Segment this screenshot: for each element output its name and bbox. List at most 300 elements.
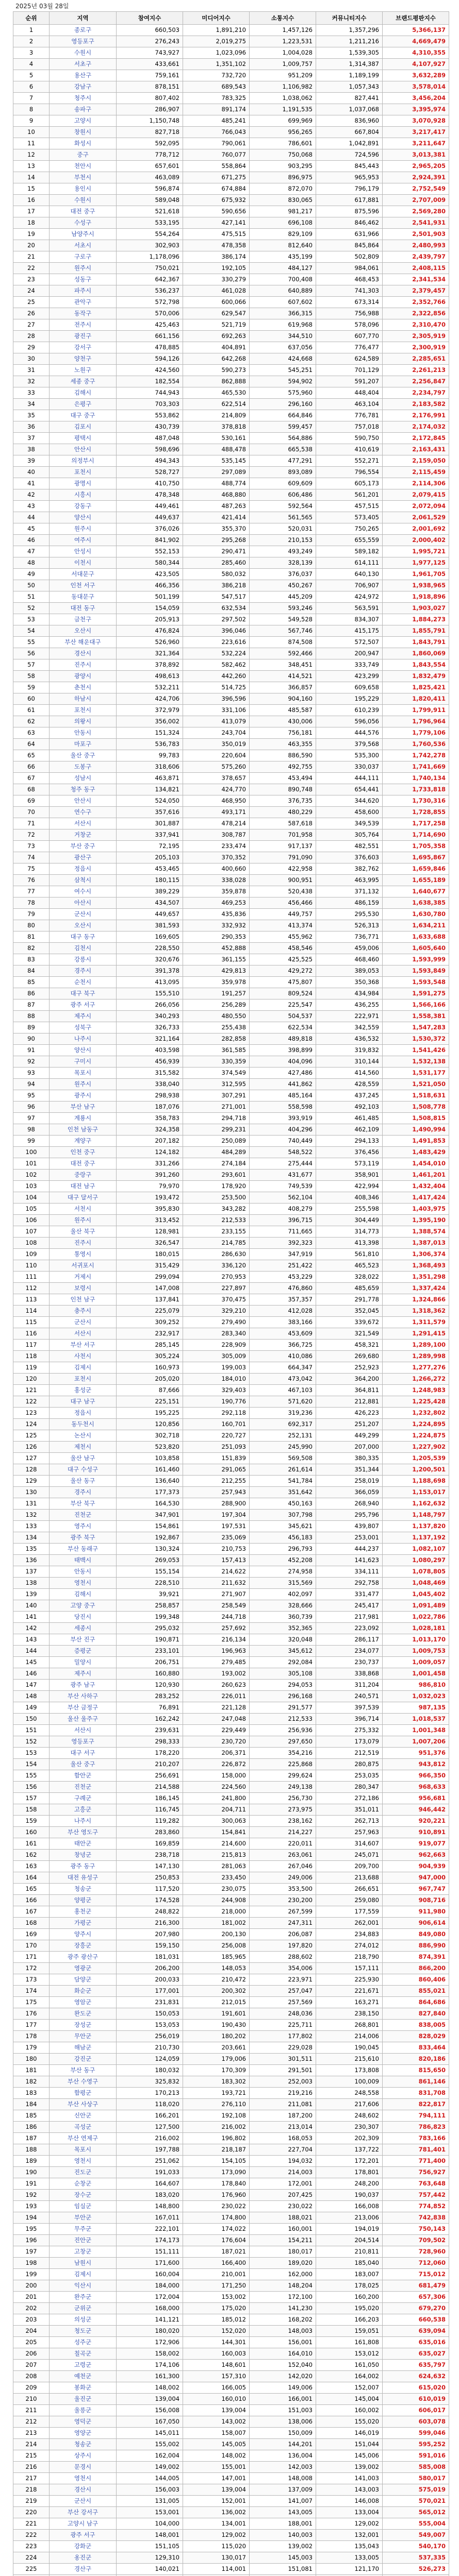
table-row	[13, 739, 449, 750]
cell-brand-index: 908,716	[383, 1895, 449, 1906]
cell-region: 동두천시	[50, 1419, 117, 1430]
cell-rank: 109	[13, 1249, 50, 1260]
cell-rank: 214	[13, 2439, 50, 2450]
cell-rank: 12	[13, 149, 50, 161]
cell-participation: 286,907	[117, 104, 183, 115]
cell-rank: 161	[13, 1838, 50, 1850]
cell-communication: 197,820	[250, 1940, 316, 1952]
cell-communication: 164,010	[250, 2348, 316, 2360]
cell-communication: 148,003	[250, 2326, 316, 2337]
cell-community: 213,688	[316, 1872, 383, 1884]
cell-region: 광진구	[50, 331, 117, 342]
cell-participation: 205,020	[117, 1374, 183, 1385]
cell-region: 이천시	[50, 557, 117, 569]
cell-region: 영천시	[50, 2473, 117, 2484]
cell-communication: 749,539	[250, 1181, 316, 1192]
cell-participation: 76,891	[117, 1702, 183, 1714]
cell-media: 461,028	[183, 285, 250, 297]
cell-region: 광주 광산구	[50, 1952, 117, 1963]
cell-community: 245,417	[316, 1600, 383, 1612]
cell-community: 444,237	[316, 1544, 383, 1555]
table-row	[13, 217, 449, 229]
table-row	[13, 1793, 449, 1804]
cell-communication: 154,211	[250, 2235, 316, 2246]
cell-media: 211,632	[183, 1578, 250, 1589]
table-row	[13, 1918, 449, 1929]
table-row	[13, 2326, 449, 2337]
table-row	[13, 1192, 449, 1204]
cell-region: 인천 남구	[50, 1294, 117, 1306]
cell-region: 양천구	[50, 353, 117, 365]
cell-region: 연수구	[50, 807, 117, 818]
cell-communication: 168,202	[250, 2314, 316, 2326]
cell-communication: 149,006	[250, 2382, 316, 2394]
cell-community: 436,532	[316, 1033, 383, 1045]
cell-region: 안산시	[50, 444, 117, 455]
cell-rank: 134	[13, 1532, 50, 1544]
cell-community: 397,539	[316, 1702, 383, 1714]
table-row	[13, 1442, 449, 1453]
cell-region: 강화군	[50, 2541, 117, 2552]
cell-communication: 458,546	[250, 943, 316, 954]
cell-media: 258,549	[183, 1600, 250, 1612]
cell-region: 여수시	[50, 886, 117, 897]
cell-region: 울산 북구	[50, 1226, 117, 1238]
cell-region: 부산 중구	[50, 841, 117, 852]
cell-rank: 130	[13, 1487, 50, 1498]
cell-communication: 156,001	[250, 2337, 316, 2348]
cell-media: 485,241	[183, 115, 250, 127]
cell-media: 286,630	[183, 1249, 250, 1260]
cell-rank: 102	[13, 1170, 50, 1181]
cell-rank: 123	[13, 1408, 50, 1419]
table-row	[13, 1770, 449, 1782]
cell-media: 370,475	[183, 1294, 250, 1306]
cell-participation: 554,264	[117, 229, 183, 240]
cell-region: 부산 금정구	[50, 1702, 117, 1714]
cell-media: 582,462	[183, 659, 250, 671]
cell-rank: 69	[13, 795, 50, 807]
cell-community: 414,560	[316, 1067, 383, 1079]
cell-region: 무주군	[50, 2224, 117, 2235]
cell-rank: 64	[13, 739, 50, 750]
cell-region: 군산시	[50, 1317, 117, 1328]
cell-rank: 179	[13, 2042, 50, 2054]
cell-media: 535,145	[183, 455, 250, 467]
cell-communication: 252,003	[250, 2076, 316, 2088]
cell-participation: 536,783	[117, 739, 183, 750]
cell-communication: 138,006	[250, 2416, 316, 2428]
table-row	[13, 2099, 449, 2110]
cell-media: 329,403	[183, 1385, 250, 1396]
cell-brand-index: 910,891	[383, 1827, 449, 1838]
cell-media: 307,291	[183, 1090, 250, 1101]
table-row	[13, 59, 449, 70]
cell-communication: 571,620	[250, 1396, 316, 1408]
cell-community: 210,811	[316, 2246, 383, 2258]
table-row	[13, 2190, 449, 2201]
cell-media: 338,028	[183, 875, 250, 886]
cell-communication: 549,528	[250, 614, 316, 625]
cell-rank: 140	[13, 1600, 50, 1612]
table-row	[13, 2416, 449, 2428]
cell-rank: 68	[13, 784, 50, 795]
cell-community: 449,299	[316, 1430, 383, 1442]
cell-brand-index: 1,048,469	[383, 1578, 449, 1589]
table-row	[13, 2484, 449, 2496]
cell-media: 452,888	[183, 943, 250, 954]
table-row	[13, 512, 449, 523]
cell-participation: 206,200	[117, 1963, 183, 1974]
cell-communication: 664,846	[250, 410, 316, 421]
cell-brand-index: 2,480,993	[383, 240, 449, 251]
cell-rank: 26	[13, 308, 50, 319]
cell-community: 183,007	[316, 2269, 383, 2280]
cell-communication: 177,802	[250, 2031, 316, 2042]
cell-communication: 148,204	[250, 2280, 316, 2292]
cell-communication: 220,011	[250, 1838, 316, 1850]
cell-brand-index: 1,082,107	[383, 1544, 449, 1555]
cell-media: 253,500	[183, 1192, 250, 1204]
cell-community: 135,043	[316, 2541, 383, 2552]
cell-participation: 167,011	[117, 2212, 183, 2224]
cell-region: 청송군	[50, 2439, 117, 2450]
cell-region: 광주 서구	[50, 999, 117, 1011]
cell-rank: 59	[13, 682, 50, 693]
cell-region: 계양구	[50, 1136, 117, 1147]
cell-communication: 463,355	[250, 739, 316, 750]
cell-region: 중랑구	[50, 1170, 117, 1181]
cell-region: 장수군	[50, 2190, 117, 2201]
cell-communication: 456,183	[250, 1532, 316, 1544]
cell-community: 133,005	[316, 2552, 383, 2564]
cell-brand-index: 911,980	[383, 1906, 449, 1918]
cell-region: 함안군	[50, 1770, 117, 1782]
cell-communication: 249,006	[250, 1872, 316, 1884]
cell-participation: 298,938	[117, 1090, 183, 1101]
table-row	[13, 637, 449, 648]
cell-rank: 15	[13, 183, 50, 195]
cell-communication: 872,070	[250, 183, 316, 195]
cell-brand-index: 1,843,791	[383, 637, 449, 648]
cell-community: 161,050	[316, 2360, 383, 2371]
cell-community: 461,485	[316, 1113, 383, 1124]
cell-participation: 594,126	[117, 353, 183, 365]
cell-communication: 492,755	[250, 761, 316, 773]
cell-media: 285,460	[183, 557, 250, 569]
cell-communication: 166,001	[250, 2394, 316, 2405]
cell-rank: 168	[13, 1918, 50, 1929]
cell-communication: 273,975	[250, 1804, 316, 1816]
cell-media: 114,001	[183, 2564, 250, 2575]
cell-region: 고흥군	[50, 1804, 117, 1816]
cell-community: 164,002	[316, 2371, 383, 2382]
cell-rank: 19	[13, 229, 50, 240]
cell-community: 422,994	[316, 1181, 383, 1192]
cell-brand-index: 855,021	[383, 1986, 449, 1997]
table-row	[13, 1294, 449, 1306]
cell-media: 424,770	[183, 784, 250, 795]
cell-community: 311,204	[316, 1680, 383, 1691]
cell-community: 1,314,387	[316, 59, 383, 70]
cell-rank: 201	[13, 2292, 50, 2303]
cell-brand-index: 1,779,106	[383, 727, 449, 739]
cell-communication: 637,056	[250, 342, 316, 353]
cell-brand-index: 1,022,786	[383, 1612, 449, 1623]
cell-media: 193,002	[183, 1668, 250, 1680]
table-row	[13, 1136, 449, 1147]
table-row	[13, 693, 449, 705]
cell-region: 삼척시	[50, 875, 117, 886]
cell-region: 목포시	[50, 1067, 117, 1079]
cell-media: 134,001	[183, 2518, 250, 2530]
cell-participation: 171,600	[117, 2258, 183, 2269]
cell-participation: 256,019	[117, 2031, 183, 2042]
cell-communication: 263,061	[250, 1850, 316, 1861]
cell-brand-index: 1,324,866	[383, 1294, 449, 1306]
cell-media: 675,932	[183, 195, 250, 206]
cell-region: 목포시	[50, 2144, 117, 2156]
cell-communication: 450,267	[250, 580, 316, 591]
cell-media: 468,880	[183, 489, 250, 501]
cell-participation: 103,858	[117, 1453, 183, 1464]
cell-communication: 431,677	[250, 1170, 316, 1181]
cell-participation: 347,901	[117, 1510, 183, 1521]
table-row	[13, 433, 449, 444]
table-row	[13, 1430, 449, 1442]
cell-media: 622,514	[183, 399, 250, 410]
cell-communication: 412,028	[250, 1306, 316, 1317]
table-row	[13, 625, 449, 637]
table-row	[13, 1634, 449, 1646]
cell-media: 157,413	[183, 1555, 250, 1566]
cell-community: 364,200	[316, 1374, 383, 1385]
cell-communication: 567,746	[250, 625, 316, 637]
cell-community: 286,117	[316, 1634, 383, 1646]
cell-rank: 135	[13, 1544, 50, 1555]
cell-media: 170,309	[183, 2065, 250, 2076]
cell-rank: 34	[13, 399, 50, 410]
cell-media: 288,900	[183, 1498, 250, 1510]
cell-media: 210,001	[183, 2269, 250, 2280]
cell-brand-index: 1,741,669	[383, 761, 449, 773]
cell-participation: 156,008	[117, 2405, 183, 2416]
table-row	[13, 195, 449, 206]
cell-region: 보령시	[50, 1283, 117, 1294]
cell-communication: 136,004	[250, 2450, 316, 2462]
cell-communication: 160,001	[250, 2224, 316, 2235]
table-row	[13, 2258, 449, 2269]
cell-communication: 520,438	[250, 886, 316, 897]
cell-communication: 172,001	[250, 2178, 316, 2190]
cell-region: 도봉구	[50, 761, 117, 773]
table-row	[13, 1498, 449, 1510]
cell-participation: 449,637	[117, 512, 183, 523]
cell-brand-index: 585,008	[383, 2462, 449, 2473]
cell-media: 160,003	[183, 2348, 250, 2360]
cell-communication: 640,889	[250, 285, 316, 297]
cell-region: 성북구	[50, 1022, 117, 1033]
table-row	[13, 308, 449, 319]
cell-rank: 29	[13, 342, 50, 353]
cell-brand-index: 860,406	[383, 1974, 449, 1986]
cell-community: 330,037	[316, 761, 383, 773]
cell-rank: 47	[13, 546, 50, 557]
cell-communication: 142,020	[250, 2371, 316, 2382]
table-row	[13, 1895, 449, 1906]
cell-brand-index: 657,306	[383, 2292, 449, 2303]
cell-communication: 830,065	[250, 195, 316, 206]
cell-region: 인천 남동구	[50, 1124, 117, 1136]
cell-media: 220,727	[183, 1430, 250, 1442]
cell-participation: 168,000	[117, 2303, 183, 2314]
cell-participation: 172,004	[117, 2292, 183, 2303]
table-row	[13, 467, 449, 478]
table-row	[13, 1283, 449, 1294]
cell-brand-index: 2,234,797	[383, 387, 449, 399]
cell-region: 부산 동래구	[50, 1544, 117, 1555]
cell-community: 350,368	[316, 977, 383, 988]
cell-communication: 188,001	[250, 2518, 316, 2530]
cell-communication: 424,668	[250, 353, 316, 365]
cell-rank: 4	[13, 59, 50, 70]
cell-community: 248,558	[316, 2088, 383, 2099]
cell-community: 230,737	[316, 1657, 383, 1668]
cell-region: 광주 남구	[50, 1680, 117, 1691]
cell-region: 광주 북구	[50, 1532, 117, 1544]
table-row	[13, 1804, 449, 1816]
cell-brand-index: 1,728,855	[383, 807, 449, 818]
cell-brand-index: 1,796,964	[383, 716, 449, 727]
table-row	[13, 1850, 449, 1861]
table-row	[13, 1952, 449, 1963]
cell-media: 190,776	[183, 1396, 250, 1408]
cell-brand-index: 1,080,297	[383, 1555, 449, 1566]
cell-rank: 126	[13, 1442, 50, 1453]
cell-brand-index: 1,078,805	[383, 1566, 449, 1578]
cell-participation: 283,252	[117, 1691, 183, 1702]
cell-rank: 63	[13, 727, 50, 739]
cell-participation: 131,005	[117, 2496, 183, 2507]
cell-brand-index: 2,707,009	[383, 195, 449, 206]
cell-participation: 430,739	[117, 421, 183, 433]
cell-region: 대구 동구	[50, 931, 117, 943]
cell-media: 250,089	[183, 1136, 250, 1147]
cell-participation: 156,003	[117, 2484, 183, 2496]
cell-participation: 423,505	[117, 569, 183, 580]
cell-communication: 410,086	[250, 1351, 316, 1362]
cell-participation: 395,830	[117, 1204, 183, 1215]
cell-communication: 619,968	[250, 319, 316, 331]
cell-brand-index: 1,593,999	[383, 954, 449, 965]
cell-media: 152,020	[183, 2326, 250, 2337]
cell-communication: 606,486	[250, 489, 316, 501]
cell-participation: 378,892	[117, 659, 183, 671]
cell-media: 291,065	[183, 1464, 250, 1476]
cell-brand-index: 943,812	[383, 1759, 449, 1770]
cell-community: 190,045	[316, 2042, 383, 2054]
cell-region: 완주군	[50, 2292, 117, 2303]
cell-community: 376,603	[316, 852, 383, 863]
cell-community: 351,344	[316, 1464, 383, 1476]
cell-rank: 82	[13, 943, 50, 954]
cell-participation: 299,094	[117, 1272, 183, 1283]
cell-media: 171,250	[183, 2280, 250, 2292]
cell-participation: 137,841	[117, 1294, 183, 1306]
cell-media: 196,963	[183, 1646, 250, 1657]
cell-media: 689,543	[183, 81, 250, 93]
cell-region: 구미시	[50, 1056, 117, 1067]
cell-media: 212,533	[183, 1215, 250, 1226]
cell-participation: 155,002	[117, 2439, 183, 2450]
cell-rank: 35	[13, 410, 50, 421]
cell-community: 166,203	[316, 2314, 383, 2326]
cell-region: 아산시	[50, 897, 117, 909]
cell-region: 종로구	[50, 25, 117, 36]
cell-communication: 485,587	[250, 705, 316, 716]
cell-media: 176,960	[183, 2190, 250, 2201]
cell-communication: 786,601	[250, 138, 316, 149]
cell-region: 강서구	[50, 342, 117, 353]
cell-community: 436,255	[316, 999, 383, 1011]
cell-communication: 351,642	[250, 1487, 316, 1498]
cell-rank: 85	[13, 977, 50, 988]
cell-media: 228,909	[183, 1340, 250, 1351]
cell-communication: 890,748	[250, 784, 316, 795]
table-row	[13, 1827, 449, 1838]
cell-region: 안산시	[50, 795, 117, 807]
cell-community: 827,441	[316, 93, 383, 104]
table-row	[13, 1351, 449, 1362]
cell-community: 426,223	[316, 1408, 383, 1419]
cell-media: 378,657	[183, 773, 250, 784]
table-row	[13, 2394, 449, 2405]
cell-rank: 116	[13, 1328, 50, 1340]
cell-media: 160,701	[183, 1419, 250, 1430]
table-row	[13, 1033, 449, 1045]
cell-region: 전주시	[50, 319, 117, 331]
table-row	[13, 399, 449, 410]
cell-rank: 164	[13, 1872, 50, 1884]
cell-community: 212,519	[316, 1748, 383, 1759]
cell-communication: 256,936	[250, 1725, 316, 1736]
cell-region: 송파구	[50, 104, 117, 115]
cell-communication: 430,006	[250, 716, 316, 727]
cell-community: 157,111	[316, 1963, 383, 1974]
cell-media: 632,534	[183, 603, 250, 614]
cell-participation: 381,593	[117, 920, 183, 931]
cell-rank: 199	[13, 2269, 50, 2280]
cell-media: 732,720	[183, 70, 250, 81]
cell-brand-index: 966,350	[383, 1770, 449, 1782]
cell-rank: 171	[13, 1952, 50, 1963]
table-row	[13, 659, 449, 671]
cell-media: 290,353	[183, 931, 250, 943]
table-row	[13, 523, 449, 535]
cell-media: 247,048	[183, 1714, 250, 1725]
cell-region: 평택시	[50, 433, 117, 444]
table-row	[13, 750, 449, 761]
cell-participation: 147,130	[117, 1861, 183, 1872]
cell-community: 133,004	[316, 2507, 383, 2518]
cell-media: 230,022	[183, 2201, 250, 2212]
cell-region: 제천시	[50, 1442, 117, 1453]
cell-rank: 192	[13, 2190, 50, 2201]
cell-participation: 119,282	[117, 1816, 183, 1827]
cell-community: 1,037,068	[316, 104, 383, 115]
cell-region: 양평군	[50, 1895, 117, 1906]
cell-participation: 321,164	[117, 1033, 183, 1045]
